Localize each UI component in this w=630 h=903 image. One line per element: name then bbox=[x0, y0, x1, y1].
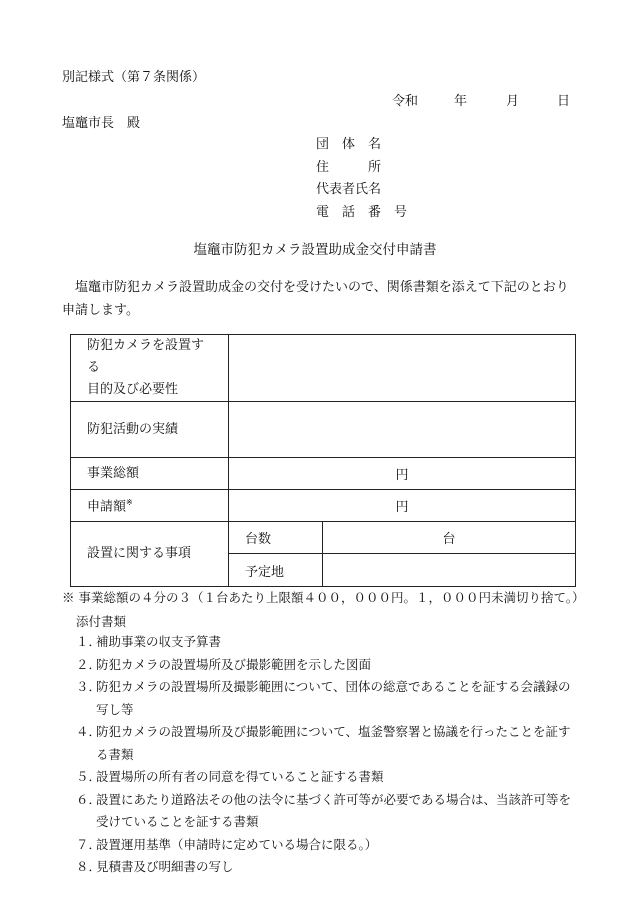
list-item bbox=[76, 834, 576, 857]
list-item-number: ７． bbox=[76, 836, 102, 852]
installation-label: 設置に関する事項 bbox=[71, 522, 229, 587]
table-row bbox=[71, 335, 576, 402]
list-item bbox=[76, 721, 576, 766]
list-item bbox=[76, 856, 576, 879]
attachments-list bbox=[76, 631, 576, 879]
body-paragraph bbox=[62, 276, 576, 322]
attachments-heading: 添付書類 bbox=[76, 614, 127, 629]
list-item-number: ３． bbox=[76, 679, 102, 694]
list-item-number: １． bbox=[76, 634, 102, 649]
planned-site-field[interactable] bbox=[323, 554, 576, 587]
list-item-text: 設置場所の所有者の同意を得ていること証する書類 bbox=[96, 769, 384, 784]
list-item-text: 補助事業の収支予算書 bbox=[96, 634, 222, 649]
total-cost-unit: 円 bbox=[395, 468, 409, 483]
table-row bbox=[71, 402, 576, 458]
request-amount-label bbox=[71, 490, 229, 522]
list-item-number: ４． bbox=[76, 724, 102, 739]
list-item bbox=[76, 654, 576, 677]
addressee: 塩竈市長 殿 bbox=[62, 116, 141, 131]
list-item bbox=[76, 676, 576, 721]
unit-count-field[interactable] bbox=[323, 522, 576, 554]
planned-site-label: 予定地 bbox=[229, 554, 323, 587]
purpose-label bbox=[71, 335, 229, 402]
total-cost-field[interactable] bbox=[229, 458, 576, 490]
phone-label: 電 話 番 号 bbox=[316, 204, 408, 220]
unit-count-label: 台数 bbox=[229, 522, 323, 554]
activity-field[interactable] bbox=[229, 402, 576, 458]
total-cost-label: 事業総額 bbox=[71, 458, 229, 490]
table-row bbox=[71, 522, 576, 554]
body-text: 塩竈市防犯カメラ設置助成金の交付を受けたいので、関係書類を添えて下記のとおり申請します。 bbox=[62, 280, 569, 318]
activity-label: 防犯活動の実績 bbox=[71, 402, 229, 458]
date-year: 年 bbox=[454, 94, 468, 109]
purpose-label-line1: 防犯カメラを設置する bbox=[87, 338, 205, 375]
applicant-block bbox=[316, 136, 407, 226]
table-row bbox=[71, 458, 576, 490]
list-item bbox=[76, 766, 576, 789]
table-row bbox=[71, 490, 576, 522]
footnote: ※ 事業総額の４分の３（１台あたり上限額４００，０００円。１，０００円未満切り捨て。） bbox=[62, 590, 585, 605]
list-item-text: 見積書及び明細書の写し bbox=[96, 859, 234, 874]
date-day: 日 bbox=[557, 94, 571, 109]
address-label: 住 所 bbox=[316, 159, 382, 175]
list-item-number: ２． bbox=[76, 656, 102, 672]
request-amount-field[interactable] bbox=[229, 490, 576, 522]
list-item-number: ８． bbox=[76, 859, 102, 874]
document-title: 塩竈市防犯カメラ設置助成金交付申請書 bbox=[193, 242, 437, 258]
form-label: 別記様式（第７条関係） bbox=[62, 70, 206, 85]
representative-label: 代表者氏名 bbox=[316, 182, 382, 197]
list-item bbox=[76, 789, 576, 834]
list-item-number: ６． bbox=[76, 791, 102, 807]
request-amount-text: 申請額 bbox=[87, 499, 127, 515]
list-item bbox=[76, 631, 576, 654]
list-item-text: 防犯カメラの設置場所及び撮影範囲について、塩釜警察署と協議を行ったことを証する書類 bbox=[96, 724, 571, 762]
org-name-label: 団 体 名 bbox=[316, 137, 382, 152]
request-amount-note-mark: ※ bbox=[126, 498, 133, 508]
date-month: 月 bbox=[506, 94, 520, 109]
purpose-label-line2: 目的及び必要性 bbox=[87, 382, 179, 397]
purpose-field[interactable] bbox=[229, 335, 576, 402]
list-item-text: 設置運用基準（申請時に定めている場合に限る。） bbox=[96, 836, 378, 852]
application-table bbox=[70, 334, 576, 587]
list-item-text: 設置にあたり道路法その他の法令に基づく許可等が必要である場合は、当該許可等を受けていることを証する書類 bbox=[96, 791, 572, 829]
list-item-text: 防犯カメラの設置場所及び撮影範囲を示した図面 bbox=[96, 656, 372, 672]
request-amount-unit: 円 bbox=[395, 500, 409, 515]
list-item-number: ５． bbox=[76, 769, 102, 784]
date-era: 令和 bbox=[392, 94, 419, 109]
unit-count-unit: 台 bbox=[442, 532, 456, 547]
list-item-text: 防犯カメラの設置場所及撮影範囲について、団体の総意であることを証する会議録の写し等 bbox=[96, 679, 571, 717]
